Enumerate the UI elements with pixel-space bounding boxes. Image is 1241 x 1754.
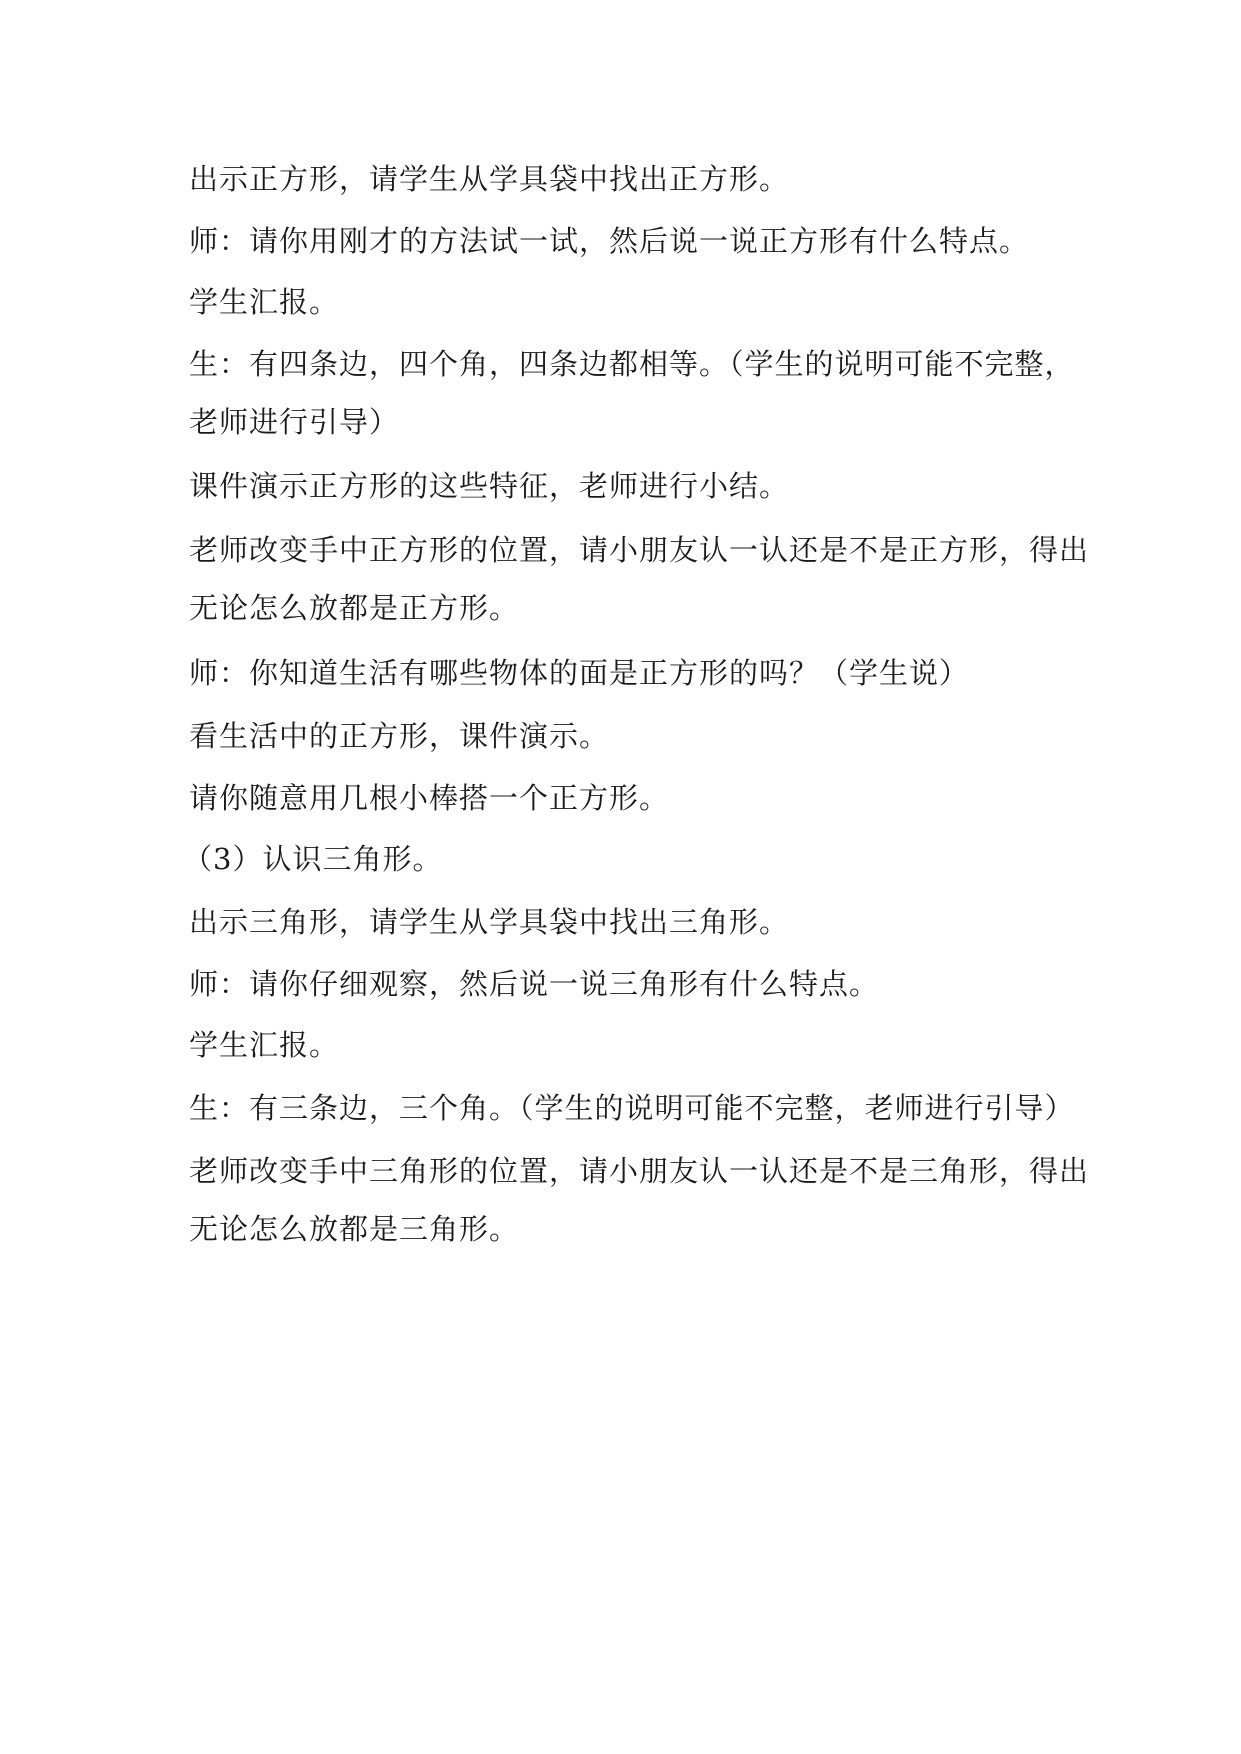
text-line: 课件演示正方形的这些特征，老师进行小结。 — [189, 469, 790, 503]
text-line: 请你随意用几根小棒搭一个正方形。 — [189, 781, 670, 815]
paragraph-rotate-triangle — [189, 1142, 1089, 1258]
text-line: 生：有三条边，三个角。（学生的说明可能不完整，老师进行引导） — [189, 1091, 1075, 1125]
paragraph-sticks-square — [189, 769, 669, 827]
text-line: 老师改变手中三角形的位置，请小朋友认一认还是不是三角形，得出 — [189, 1154, 1090, 1188]
paragraph-student-report-2 — [189, 1016, 339, 1074]
paragraph-teacher-life-square — [189, 644, 969, 702]
text-line: 老师改变手中正方形的位置，请小朋友认一认还是不是正方形，得出 — [189, 533, 1090, 567]
text-line: 出示三角形，请学生从学具袋中找出三角形。 — [189, 905, 790, 939]
section-heading-triangle — [183, 830, 443, 888]
text-line: 老师进行引导） — [189, 405, 400, 439]
text-line: 生：有四条边，四个角，四条边都相等。（学生的说明可能不完整， — [189, 347, 1075, 381]
text-line: 出示正方形，请学生从学具袋中找出正方形。 — [189, 162, 790, 196]
paragraph-courseware-square — [189, 457, 789, 515]
paragraph-show-square — [189, 150, 789, 208]
text-line: 无论怎么放都是正方形。 — [189, 591, 520, 625]
paragraph-teacher-square-features — [189, 212, 1029, 270]
paragraph-student-report-1 — [189, 273, 339, 331]
text-line: 看生活中的正方形，课件演示。 — [189, 719, 610, 753]
text-line: 学生汇报。 — [189, 1028, 340, 1062]
paragraph-student-square-answer — [189, 335, 1075, 451]
text-line: 学生汇报。 — [189, 285, 340, 319]
text-line: 无论怎么放都是三角形。 — [189, 1212, 520, 1246]
text-line: 师：你知道生活有哪些物体的面是正方形的吗？（学生说） — [189, 656, 970, 690]
paragraph-rotate-square — [189, 521, 1089, 637]
text-line: 师：请你仔细观察，然后说一说三角形有什么特点。 — [189, 967, 880, 1001]
paragraph-show-triangle — [189, 893, 789, 951]
paragraph-teacher-triangle-features — [189, 955, 879, 1013]
text-line: （3）认识三角形。 — [183, 842, 443, 876]
text-line: 师：请你用刚才的方法试一试，然后说一说正方形有什么特点。 — [189, 224, 1030, 258]
paragraph-student-triangle-answer — [189, 1079, 1075, 1137]
paragraph-life-square-demo — [189, 707, 609, 765]
